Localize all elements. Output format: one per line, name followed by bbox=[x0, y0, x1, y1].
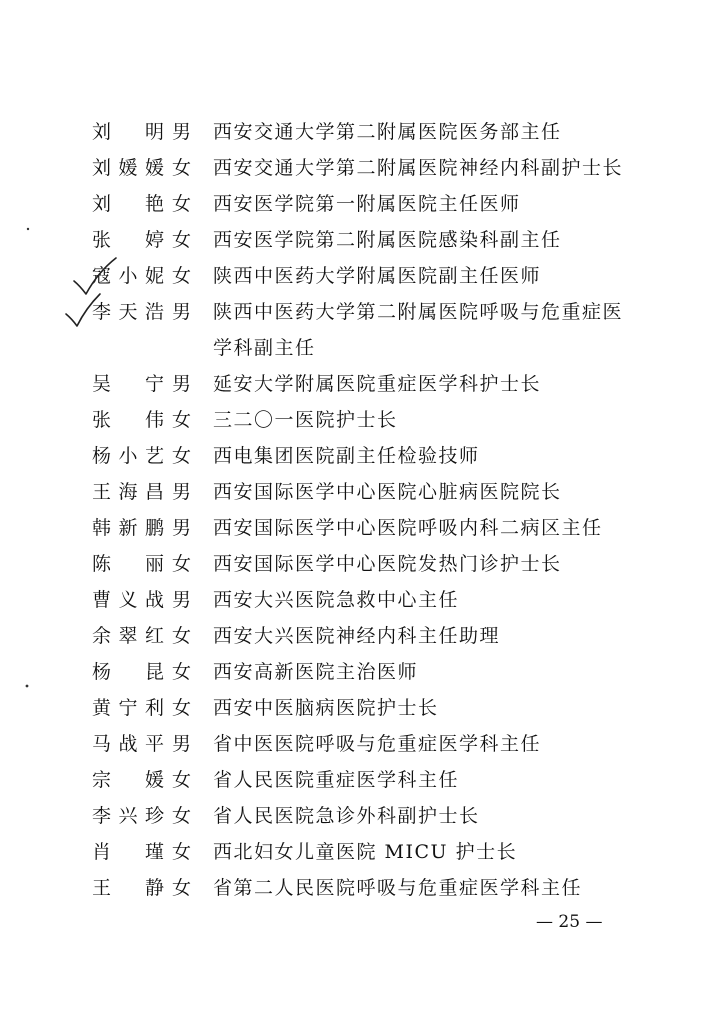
person-name: 王海昌 bbox=[92, 481, 164, 503]
person-gender: 女 bbox=[172, 265, 192, 287]
person-organization: 西安大兴医院神经内科主任助理 bbox=[213, 625, 501, 647]
person-organization: 西北妇女儿童医院 MICU 护士长 bbox=[213, 841, 518, 863]
list-item bbox=[0, 114, 720, 150]
list-item bbox=[0, 726, 720, 762]
person-gender: 女 bbox=[172, 877, 192, 899]
person-organization: 陕西中医药大学第二附属医院呼吸与危重症医 bbox=[213, 301, 624, 323]
list-item bbox=[0, 366, 720, 402]
person-name: 马战平 bbox=[92, 733, 164, 755]
person-gender: 男 bbox=[172, 121, 192, 143]
person-name: 陈 丽 bbox=[92, 553, 164, 575]
person-gender: 女 bbox=[172, 553, 192, 575]
list-item bbox=[0, 870, 720, 906]
list-item bbox=[0, 474, 720, 510]
list-item bbox=[0, 438, 720, 474]
person-organization-continued: 学科副主任 bbox=[213, 337, 316, 359]
person-name: 刘 艳 bbox=[92, 193, 164, 215]
person-name: 曹义战 bbox=[92, 589, 164, 611]
page-number: — 25 — bbox=[536, 912, 603, 932]
list-item bbox=[0, 546, 720, 582]
person-organization: 省第二人民医院呼吸与危重症医学科主任 bbox=[213, 877, 583, 899]
person-organization: 三二〇一医院护士长 bbox=[213, 409, 398, 431]
list-item bbox=[0, 258, 720, 294]
person-organization: 西电集团医院副主任检验技师 bbox=[213, 445, 480, 467]
list-item bbox=[0, 762, 720, 798]
person-gender: 女 bbox=[172, 229, 192, 251]
person-gender: 女 bbox=[172, 445, 192, 467]
person-gender: 男 bbox=[172, 589, 192, 611]
person-gender: 男 bbox=[172, 481, 192, 503]
person-name: 张 婷 bbox=[92, 229, 164, 251]
person-gender: 男 bbox=[172, 373, 192, 395]
person-organization: 西安交通大学第二附属医院神经内科副护士长 bbox=[213, 157, 624, 179]
person-organization: 西安国际医学中心医院呼吸内科二病区主任 bbox=[213, 517, 603, 539]
person-organization: 西安医学院第一附属医院主任医师 bbox=[213, 193, 521, 215]
list-item bbox=[0, 834, 720, 870]
list-item bbox=[0, 690, 720, 726]
person-organization: 省中医医院呼吸与危重症医学科主任 bbox=[213, 733, 542, 755]
person-name: 王 静 bbox=[92, 877, 164, 899]
list-item bbox=[0, 618, 720, 654]
person-organization: 西安交通大学第二附属医院医务部主任 bbox=[213, 121, 562, 143]
person-name: 李天浩 bbox=[92, 301, 164, 323]
person-name: 刘 明 bbox=[92, 121, 164, 143]
person-gender: 女 bbox=[172, 697, 192, 719]
person-name: 黄宁利 bbox=[92, 697, 164, 719]
person-organization: 西安高新医院主治医师 bbox=[213, 661, 419, 683]
person-gender: 女 bbox=[172, 661, 192, 683]
list-item bbox=[0, 150, 720, 186]
list-item-continuation bbox=[0, 330, 720, 366]
person-name: 韩新鹏 bbox=[92, 517, 164, 539]
list-item bbox=[0, 294, 720, 330]
person-name: 刘媛媛 bbox=[92, 157, 164, 179]
person-gender: 女 bbox=[172, 625, 192, 647]
person-organization: 延安大学附属医院重症医学科护士长 bbox=[213, 373, 542, 395]
person-gender: 男 bbox=[172, 301, 192, 323]
person-gender: 男 bbox=[172, 733, 192, 755]
list-item bbox=[0, 186, 720, 222]
person-gender: 女 bbox=[172, 409, 192, 431]
person-name: 余翠红 bbox=[92, 625, 164, 647]
person-name: 吴 宁 bbox=[92, 373, 164, 395]
person-organization: 西安国际医学中心医院心脏病医院院长 bbox=[213, 481, 562, 503]
list-item bbox=[0, 798, 720, 834]
person-name: 杨小艺 bbox=[92, 445, 164, 467]
person-name: 寇小妮 bbox=[92, 265, 164, 287]
person-organization: 省人民医院重症医学科主任 bbox=[213, 769, 460, 791]
person-name: 肖 瑾 bbox=[92, 841, 164, 863]
person-name: 张 伟 bbox=[92, 409, 164, 431]
person-gender: 女 bbox=[172, 193, 192, 215]
person-gender: 女 bbox=[172, 157, 192, 179]
person-organization: 西安医学院第二附属医院感染科副主任 bbox=[213, 229, 562, 251]
person-gender: 男 bbox=[172, 517, 192, 539]
person-organization: 西安中医脑病医院护士长 bbox=[213, 697, 439, 719]
person-name: 李兴珍 bbox=[92, 805, 164, 827]
person-organization: 西安国际医学中心医院发热门诊护士长 bbox=[213, 553, 562, 575]
list-item bbox=[0, 510, 720, 546]
person-gender: 女 bbox=[172, 769, 192, 791]
person-organization: 省人民医院急诊外科副护士长 bbox=[213, 805, 480, 827]
person-gender: 女 bbox=[172, 805, 192, 827]
person-name: 杨 昆 bbox=[92, 661, 164, 683]
list-item bbox=[0, 402, 720, 438]
person-gender: 女 bbox=[172, 841, 192, 863]
person-organization: 陕西中医药大学附属医院副主任医师 bbox=[213, 265, 542, 287]
list-item bbox=[0, 582, 720, 618]
person-name: 宗 媛 bbox=[92, 769, 164, 791]
list-item bbox=[0, 654, 720, 690]
person-organization: 西安大兴医院急救中心主任 bbox=[213, 589, 460, 611]
list-item bbox=[0, 222, 720, 258]
